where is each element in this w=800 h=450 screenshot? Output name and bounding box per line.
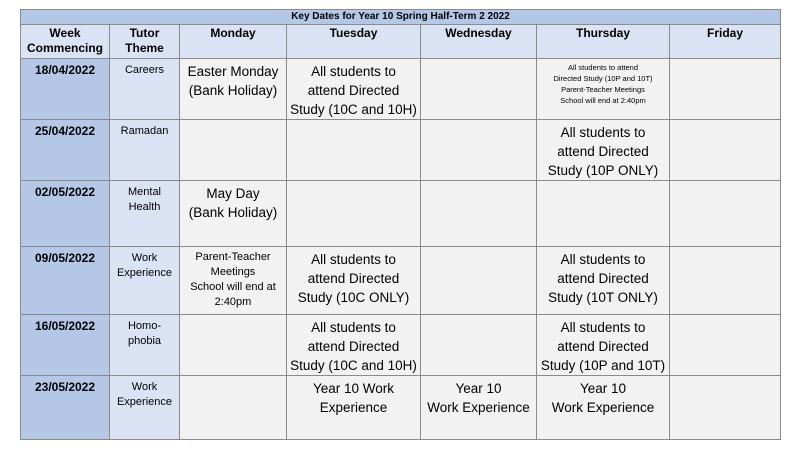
tutor-theme-line: Homo-	[127, 320, 161, 332]
header-monday: Monday	[180, 25, 287, 59]
header-wednesday: Wednesday	[421, 25, 537, 59]
header-week-line2: Commencing	[26, 41, 103, 55]
key-dates-table	[20, 9, 781, 440]
tuesday-cell	[287, 120, 421, 181]
tuesday-cell	[287, 376, 421, 440]
tutor-theme-line: Experience	[116, 396, 173, 408]
tutor-theme-line: Health	[128, 201, 161, 213]
thursday-cell-line: attend Directed	[557, 271, 649, 286]
tuesday-cell	[287, 181, 421, 247]
monday-cell-line: School will end at	[190, 281, 276, 293]
table-row	[21, 376, 781, 440]
tuesday-cell-line: attend Directed	[307, 83, 400, 98]
friday-cell	[670, 376, 781, 440]
table-body	[21, 59, 781, 440]
thursday-cell-line: Parent-Teacher Meetings	[561, 85, 645, 94]
monday-cell-line: May Day	[206, 186, 260, 201]
tuesday-cell-line: Experience	[319, 400, 388, 415]
monday-cell-line: (Bank Holiday)	[188, 205, 278, 220]
header-thursday: Thursday	[537, 25, 670, 59]
friday-cell	[670, 181, 781, 247]
tutor-theme-cell	[110, 181, 180, 247]
tuesday-cell-line: Study (10C and 10H)	[290, 102, 417, 117]
tutor-theme-line: Ramadan	[120, 125, 169, 137]
thursday-cell-line: All students to	[560, 125, 646, 140]
tutor-theme-cell	[110, 315, 180, 376]
wednesday-cell	[421, 181, 537, 247]
week-commencing-cell: 16/05/2022	[21, 315, 110, 376]
tuesday-cell	[287, 247, 421, 315]
thursday-cell	[537, 181, 670, 247]
tuesday-cell-line: All students to	[311, 252, 396, 267]
thursday-cell	[537, 376, 670, 440]
tuesday-cell-line: Study (10C ONLY)	[297, 290, 410, 305]
thursday-cell	[537, 315, 670, 376]
tuesday-cell-line: All students to	[311, 64, 396, 79]
tuesday-cell-line: attend Directed	[307, 271, 400, 286]
tuesday-cell-line: Year 10 Work	[312, 381, 395, 396]
monday-cell	[180, 376, 287, 440]
tuesday-cell	[287, 59, 421, 120]
header-row	[21, 25, 781, 59]
monday-cell	[180, 120, 287, 181]
friday-cell	[670, 59, 781, 120]
title-row	[21, 10, 781, 25]
header-tuesday: Tuesday	[287, 25, 421, 59]
monday-cell-line: Easter Monday	[187, 64, 279, 79]
table-row	[21, 247, 781, 315]
monday-cell-line: (Bank Holiday)	[188, 83, 278, 98]
tutor-theme-line: Careers	[124, 64, 165, 76]
week-commencing-cell: 23/05/2022	[21, 376, 110, 440]
thursday-cell-line: All students to attend	[567, 63, 639, 72]
wednesday-cell	[421, 315, 537, 376]
monday-cell	[180, 181, 287, 247]
table-row	[21, 120, 781, 181]
thursday-cell-line: All students to	[560, 320, 646, 335]
thursday-cell	[537, 120, 670, 181]
tutor-theme-line: Work	[131, 252, 158, 264]
tuesday-cell-line: Study (10C and 10H)	[290, 358, 417, 373]
friday-cell	[670, 315, 781, 376]
wednesday-cell	[421, 120, 537, 181]
tuesday-cell	[287, 315, 421, 376]
thursday-cell-line: School will end at 2:40pm	[560, 96, 646, 105]
wednesday-cell	[421, 376, 537, 440]
header-tutor-theme	[110, 25, 180, 59]
tutor-theme-cell	[110, 120, 180, 181]
header-theme-line1: Tutor	[129, 26, 160, 40]
thursday-cell-line: attend Directed	[557, 144, 649, 159]
friday-cell	[670, 247, 781, 315]
header-week-commencing	[21, 25, 110, 59]
wednesday-cell	[421, 247, 537, 315]
tuesday-cell-line: attend Directed	[307, 339, 400, 354]
tutor-theme-line: Experience	[116, 267, 173, 279]
monday-cell	[180, 59, 287, 120]
thursday-cell-line: Directed Study (10P and 10T)	[553, 74, 653, 83]
tutor-theme-line: phobia	[127, 335, 162, 347]
header-theme-line2: Theme	[125, 41, 164, 55]
wednesday-cell-line: Year 10	[455, 381, 502, 396]
thursday-cell	[537, 247, 670, 315]
week-commencing-cell: 18/04/2022	[21, 59, 110, 120]
thursday-cell-line: Year 10	[579, 381, 627, 396]
monday-cell-line: 2:40pm	[214, 296, 252, 308]
week-commencing-cell: 25/04/2022	[21, 120, 110, 181]
tutor-theme-cell	[110, 376, 180, 440]
thursday-cell-line: All students to	[560, 252, 646, 267]
monday-cell-line: Parent-Teacher	[195, 251, 271, 263]
table-row	[21, 59, 781, 120]
header-friday: Friday	[670, 25, 781, 59]
header-week-line1: Week	[49, 26, 81, 40]
week-commencing-cell: 02/05/2022	[21, 181, 110, 247]
wednesday-cell	[421, 59, 537, 120]
table-row	[21, 181, 781, 247]
thursday-cell-line: Study (10T ONLY)	[548, 290, 658, 305]
table-row	[21, 315, 781, 376]
week-commencing-cell: 09/05/2022	[21, 247, 110, 315]
monday-cell-line: Meetings	[210, 266, 256, 278]
tutor-theme-cell	[110, 59, 180, 120]
thursday-cell-line: Study (10P and 10T)	[540, 358, 666, 373]
thursday-cell	[537, 59, 670, 120]
monday-cell	[180, 247, 287, 315]
thursday-cell-line: attend Directed	[557, 339, 649, 354]
tutor-theme-line: Mental	[127, 186, 162, 198]
monday-cell	[180, 315, 287, 376]
tutor-theme-line: Work	[131, 381, 158, 393]
tuesday-cell-line: All students to	[311, 320, 396, 335]
thursday-cell-line: Study (10P ONLY)	[547, 163, 659, 178]
table-title: Key Dates for Year 10 Spring Half-Term 2 2022	[21, 10, 781, 25]
friday-cell	[670, 120, 781, 181]
tutor-theme-cell	[110, 247, 180, 315]
thursday-cell-line: Work Experience	[551, 400, 655, 415]
wednesday-cell-line: Work Experience	[427, 400, 530, 415]
